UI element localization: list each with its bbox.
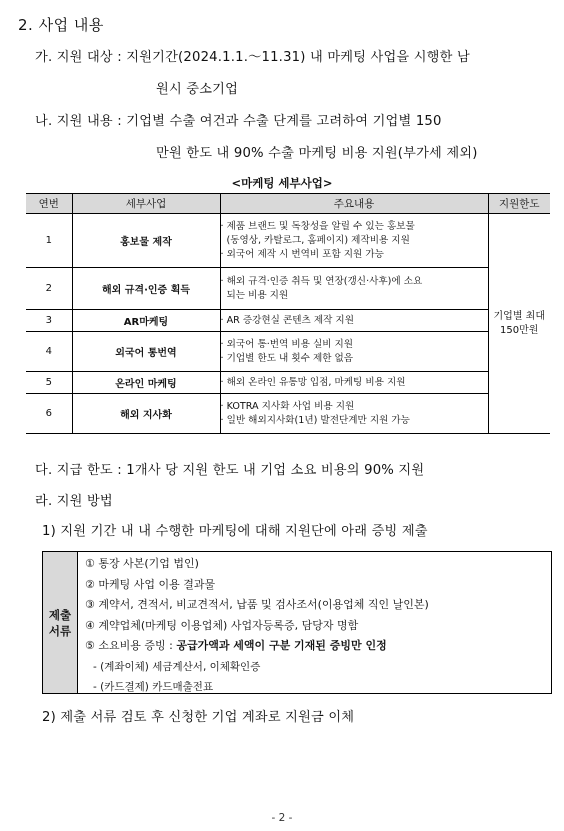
row-content: · AR 증강현실 콘텐츠 제작 지원	[220, 310, 488, 332]
documents-list	[85, 554, 429, 698]
header-limit: 지원한도	[488, 194, 550, 214]
document-item: ② 마케팅 사업 이용 결과물	[85, 577, 216, 591]
row-name: AR마케팅	[72, 310, 220, 332]
item-ga-line1: 가. 지원 대상 : 지원기간(2024.1.1.～11.31) 내 마케팅 사업을 시행한 남	[35, 50, 470, 65]
section-title: 2. 사업 내용	[18, 16, 104, 34]
documents-box-heading: 제출 서류	[43, 552, 78, 693]
item-na-line2: 만원 한도 내 90% 수출 마케팅 비용 지원(부가세 제외)	[156, 146, 478, 161]
row-no: 3	[26, 310, 72, 332]
item-da: 다. 지급 한도 : 1개사 당 지원 한도 내 기업 소요 비용의 90% 지원	[35, 463, 425, 478]
document-item: ④ 계약업체(마케팅 이용업체) 사업자등록증, 담당자 명함	[85, 618, 359, 632]
row-no: 6	[26, 394, 72, 434]
row-no: 4	[26, 332, 72, 372]
row-content: · 외국어 통·번역 비용 실비 지원 · 기업별 한도 내 횟수 제한 없음	[220, 332, 488, 372]
document-subitem: - (계좌이체) 세금계산서, 이체확인증	[93, 660, 261, 673]
header-subproject: 세부사업	[72, 194, 220, 214]
page-number: - 2 -	[271, 812, 293, 824]
item-ga-line2: 원시 중소기업	[156, 82, 239, 97]
required-documents-box	[42, 551, 552, 694]
header-content: 주요내용	[220, 194, 488, 214]
item-ra: 라. 지원 방법	[35, 494, 113, 509]
row-name: 외국어 통번역	[72, 332, 220, 372]
row-content: · 제품 브랜드 및 독창성을 알릴 수 있는 홍보물 (동영상, 카탈로그, 홈페이지) 제작비용 지원 · 외국어 제작 시 번역비 포함 지원 가능	[220, 214, 488, 268]
item-na-line1: 나. 지원 내용 : 기업별 수출 여건과 수출 단계를 고려하여 기업별 150	[35, 114, 442, 129]
table-row	[26, 372, 550, 394]
table-row	[26, 268, 550, 310]
row-content: · 해외 규격·인증 취득 및 연장(갱신·사후)에 소요 되는 비용 지원	[220, 268, 488, 310]
document-item: ⑤ 소요비용 증빙 : 공급가액과 세액이 구분 기재된 증빙만 인정	[85, 639, 387, 652]
row-name: 해외 지사화	[72, 394, 220, 434]
step-2: 2) 제출 서류 검토 후 신청한 기업 계좌로 지원금 이체	[42, 710, 355, 725]
row-no: 1	[26, 214, 72, 268]
table-row	[26, 332, 550, 372]
table-caption: <마케팅 세부사업>	[231, 176, 333, 190]
row-name: 해외 규격·인증 획득	[72, 268, 220, 310]
document-item: ③ 계약서, 견적서, 비교견적서, 납품 및 검사조서(이용업체 직인 날인본)	[85, 598, 429, 611]
row-content: · 해외 온라인 유통망 입점, 마케팅 비용 지원	[220, 372, 488, 394]
row-no: 5	[26, 372, 72, 394]
row-name: 홍보물 제작	[72, 214, 220, 268]
table-row	[26, 310, 550, 332]
document-item: ① 통장 사본(기업 법인)	[85, 557, 199, 570]
document-subitem: - (카드결제) 카드매출전표	[93, 681, 214, 693]
table-row	[26, 394, 550, 434]
row-content: · KOTRA 지사화 사업 비용 지원 · 일반 해외지사화(1년) 발전단계만 지원 가능	[220, 394, 488, 434]
step-1: 1) 지원 기간 내 내 수행한 마케팅에 대해 지원단에 아래 증빙 제출	[42, 524, 428, 539]
row-name: 온라인 마케팅	[72, 372, 220, 394]
header-no: 연번	[26, 194, 72, 214]
row-no: 2	[26, 268, 72, 310]
marketing-table	[26, 193, 550, 434]
table-row	[26, 214, 550, 268]
table-header-row	[26, 194, 550, 214]
support-limit: 기업별 최대 150만원	[488, 214, 550, 434]
